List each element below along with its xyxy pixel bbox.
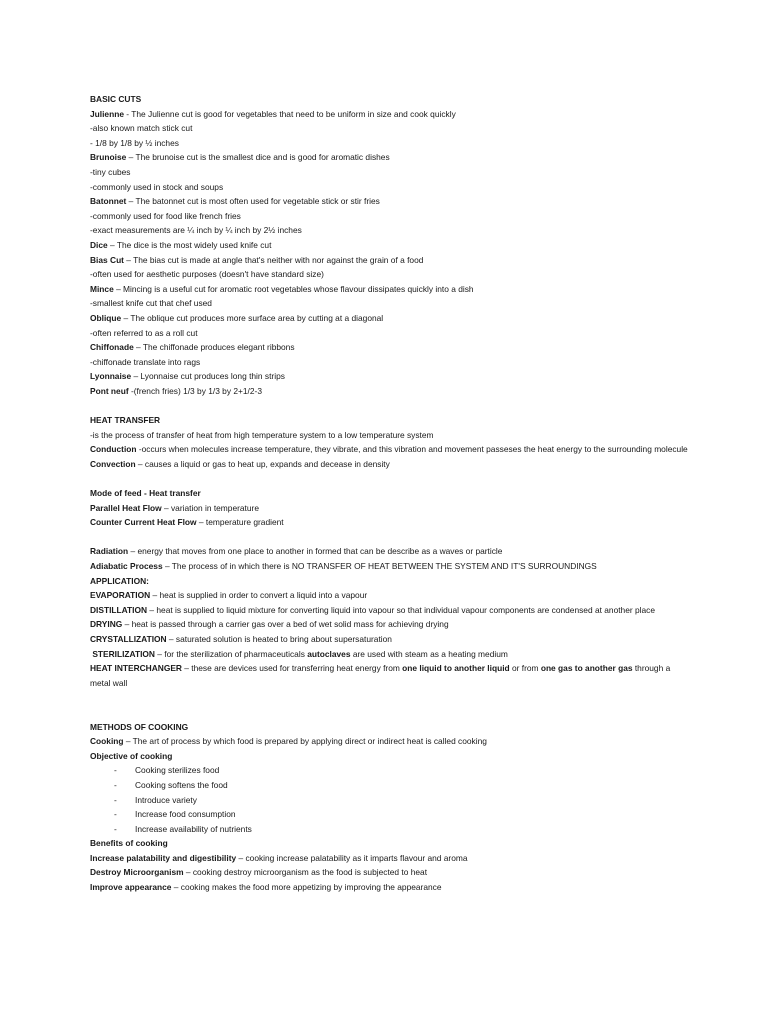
interchanger-term: HEAT INTERCHANGER bbox=[90, 663, 182, 674]
list-item bbox=[90, 793, 690, 808]
drying-term: DRYING bbox=[90, 619, 123, 630]
brunoise-entry bbox=[90, 150, 690, 165]
lyonnaise-entry bbox=[90, 369, 690, 384]
interchanger-bold-1: one liquid to another liquid bbox=[402, 663, 510, 674]
julienne-note-2: - 1/8 by 1/8 by ½ inches bbox=[90, 137, 179, 148]
objective-text: Introduce variety bbox=[135, 794, 197, 805]
julienne-desc: - The Julienne cut is good for vegetables that need to be uniform in size and cook quickly bbox=[123, 108, 456, 119]
dice-desc: – The dice is the most widely used knife cut bbox=[107, 239, 272, 250]
julienne-entry bbox=[90, 107, 690, 122]
radiation-term: Radiation bbox=[90, 546, 129, 557]
counter-desc: – temperature gradient bbox=[196, 517, 284, 528]
bullet-dash: - bbox=[114, 823, 117, 834]
benefits-heading: Benefits of cooking bbox=[90, 838, 168, 849]
sterilization-term: STERILIZATION bbox=[90, 648, 155, 659]
distillation-entry bbox=[90, 603, 690, 618]
batonnet-term: Batonnet bbox=[90, 196, 127, 207]
mince-desc: – Mincing is a useful cut for aromatic root vegetables whose flavour dissipates quickly into a dish bbox=[113, 283, 474, 294]
interchanger-bold-2: one gas to another gas bbox=[540, 663, 633, 674]
brunoise-term: Brunoise bbox=[90, 152, 127, 163]
spacer bbox=[90, 471, 690, 486]
convection-desc: – causes a liquid or gas to heat up, expands and decease in density bbox=[135, 458, 390, 469]
palatability-entry bbox=[90, 851, 690, 866]
destroy-desc: – cooking destroy microorganism as the food is subjected to heat bbox=[183, 867, 428, 878]
pontneuf-desc: -(french fries) 1/3 by 1/3 by 2+1/2-3 bbox=[128, 385, 262, 396]
adiabatic-desc: – The process of in which there is NO TRANSFER OF HEAT BETWEEN THE SYSTEM AND IT'S SURROUNDINGS bbox=[162, 561, 597, 571]
radiation-desc: – energy that moves from one place to another in formed that can be describe as a waves or particle bbox=[128, 546, 503, 557]
batonnet-entry bbox=[90, 194, 690, 209]
methods-heading: METHODS OF COOKING bbox=[90, 721, 189, 732]
chiffonade-entry bbox=[90, 340, 690, 355]
drying-desc: – heat is passed through a carrier gas over a bed of wet solid mass for achieving drying bbox=[122, 619, 449, 630]
mode-of-feed-heading: Mode of feed - Heat transfer bbox=[90, 488, 201, 499]
convection-term: Convection bbox=[90, 458, 136, 469]
dice-entry bbox=[90, 238, 690, 253]
cooking-desc: – The art of process by which food is prepared by applying direct or indirect heat is called cooking bbox=[123, 736, 487, 747]
conduction-desc: -occurs when molecules increase temperature, they vibrate, and this vibration and movement passeses the heat energy to the surrounding molecule bbox=[136, 444, 688, 455]
crystallization-term: CRYSTALLIZATION bbox=[90, 633, 167, 644]
crystallization-entry bbox=[90, 632, 690, 647]
cooking-entry bbox=[90, 734, 690, 749]
interchanger-desc-3: through a metal wall bbox=[90, 663, 671, 688]
spacer bbox=[90, 530, 690, 545]
brunoise-note-1: -tiny cubes bbox=[90, 166, 131, 177]
evaporation-desc: – heat is supplied in order to convert a liquid into a vapour bbox=[150, 590, 368, 601]
lyonnaise-desc: – Lyonnaise cut produces long thin strips bbox=[131, 371, 285, 382]
julienne-note-1: -also known match stick cut bbox=[90, 123, 193, 134]
bullet-dash: - bbox=[114, 809, 117, 820]
mince-entry bbox=[90, 282, 690, 297]
crystallization-desc: – saturated solution is heated to bring about supersaturation bbox=[166, 633, 392, 644]
evaporation-entry bbox=[90, 588, 690, 603]
batonnet-desc: – The batonnet cut is most often used for vegetable stick or stir fries bbox=[126, 196, 380, 207]
pontneuf-entry bbox=[90, 384, 690, 399]
list-item bbox=[90, 822, 690, 837]
lyonnaise-term: Lyonnaise bbox=[90, 371, 132, 382]
appearance-term: Improve appearance bbox=[90, 882, 172, 893]
evaporation-term: EVAPORATION bbox=[90, 590, 151, 601]
objective-text: Cooking softens the food bbox=[135, 779, 228, 790]
oblique-term: Oblique bbox=[90, 312, 122, 323]
interchanger-desc-2: or from bbox=[509, 663, 541, 674]
conduction-term: Conduction bbox=[90, 444, 137, 455]
distillation-term: DISTILLATION bbox=[90, 604, 148, 615]
batonnet-note-1: -commonly used for food like french fries bbox=[90, 210, 241, 221]
chiffonade-desc: – The chiffonade produces elegant ribbons bbox=[133, 342, 295, 353]
oblique-entry bbox=[90, 311, 690, 326]
pontneuf-term: Pont neuf bbox=[90, 385, 129, 396]
bias-entry bbox=[90, 253, 690, 268]
parallel-entry bbox=[90, 501, 690, 516]
parallel-desc: – variation in temperature bbox=[161, 502, 259, 513]
objective-heading: Objective of cooking bbox=[90, 750, 173, 761]
drying-entry bbox=[90, 617, 690, 632]
sterilization-entry bbox=[90, 647, 690, 662]
bias-note-1: -often used for aesthetic purposes (doesn't have standard size) bbox=[90, 269, 324, 280]
objective-text: Increase food consumption bbox=[135, 809, 236, 820]
convection-entry bbox=[90, 457, 690, 472]
counter-term: Counter Current Heat Flow bbox=[90, 517, 197, 528]
sterilization-desc-1: – for the sterilization of pharmaceuticals bbox=[154, 648, 308, 659]
document-page bbox=[90, 92, 690, 895]
palatability-desc: – cooking increase palatability as it imparts flavour and aroma bbox=[236, 852, 468, 863]
dice-term: Dice bbox=[90, 239, 108, 250]
parallel-term: Parallel Heat Flow bbox=[90, 502, 162, 513]
julienne-term: Julienne bbox=[90, 108, 124, 119]
distillation-desc: – heat is supplied to liquid mixture for converting liquid into vapour so that individual vapour components are condensed at another place bbox=[147, 604, 656, 615]
destroy-term: Destroy Microorganism bbox=[90, 867, 184, 878]
conduction-entry bbox=[90, 442, 690, 457]
oblique-desc: – The oblique cut produces more surface area by cutting at a diagonal bbox=[121, 312, 384, 323]
chiffonade-term: Chiffonade bbox=[90, 342, 134, 353]
bias-term: Bias Cut bbox=[90, 254, 124, 265]
spacer bbox=[90, 398, 690, 413]
appearance-entry bbox=[90, 880, 690, 895]
bullet-dash: - bbox=[114, 794, 117, 805]
bullet-dash: - bbox=[114, 779, 117, 790]
list-item bbox=[90, 763, 690, 778]
spacer bbox=[90, 690, 690, 719]
heat-transfer-intro: -is the process of transfer of heat from high temperature system to a low temperature system bbox=[90, 429, 434, 440]
radiation-entry bbox=[90, 544, 690, 559]
counter-entry bbox=[90, 515, 690, 530]
list-item bbox=[90, 807, 690, 822]
interchanger-desc-1: – these are devices used for transferring heat energy from bbox=[181, 663, 403, 674]
sterilization-bold: autoclaves bbox=[307, 648, 351, 659]
brunoise-note-2: -commonly used in stock and soups bbox=[90, 181, 224, 192]
mince-term: Mince bbox=[90, 283, 114, 294]
bullet-dash: - bbox=[114, 765, 117, 776]
objective-text: Cooking sterilizes food bbox=[135, 765, 220, 776]
adiabatic-term: Adiabatic Process bbox=[90, 561, 163, 571]
mince-note-1: -smallest knife cut that chef used bbox=[90, 298, 212, 309]
chiffonade-note-1: -chiffonade translate into rags bbox=[90, 356, 201, 367]
bias-desc: – The bias cut is made at angle that's neither with nor against the grain of a food bbox=[123, 254, 424, 265]
appearance-desc: – cooking makes the food more appetizing by improving the appearance bbox=[171, 882, 442, 893]
objective-text: Increase availability of nutrients bbox=[135, 823, 252, 834]
list-item bbox=[90, 778, 690, 793]
destroy-entry bbox=[90, 865, 690, 880]
adiabatic-entry bbox=[90, 559, 690, 574]
interchanger-entry bbox=[90, 661, 690, 690]
brunoise-desc: – The brunoise cut is the smallest dice and is good for aromatic dishes bbox=[126, 152, 390, 163]
basic-cuts-heading: BASIC CUTS bbox=[90, 94, 142, 104]
application-heading: APPLICATION: bbox=[90, 575, 149, 586]
heat-transfer-heading: HEAT TRANSFER bbox=[90, 415, 161, 426]
sterilization-desc-2: are used with steam as a heating medium bbox=[350, 648, 508, 659]
batonnet-note-2: -exact measurements are ¼ inch by ¼ inch by 2½ inches bbox=[90, 225, 302, 236]
cooking-term: Cooking bbox=[90, 736, 124, 747]
palatability-term: Increase palatability and digestibility bbox=[90, 852, 237, 863]
oblique-note-1: -often referred to as a roll cut bbox=[90, 327, 198, 338]
